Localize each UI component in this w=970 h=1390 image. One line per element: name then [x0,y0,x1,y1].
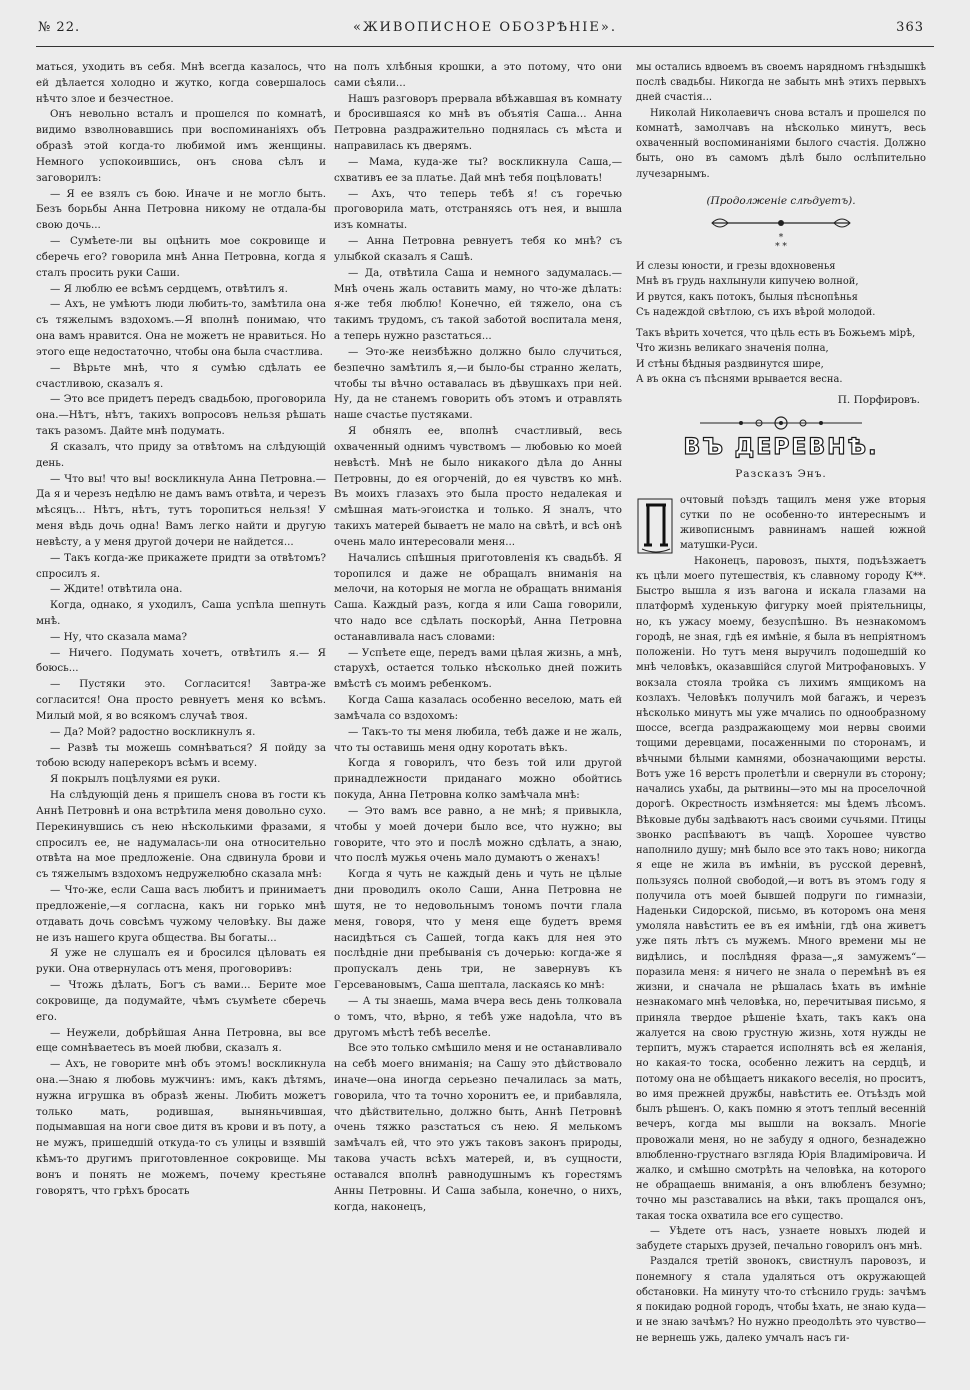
text-column-1 [36,60,326,1200]
paragraph: Начались спѣшныя приготовленія къ свадьбѣ. Я торопился и даже не обращалъ вниманія на мелочи, на которыя не могла не обращать вниманія Саша. Каждый разъ, когда я или Саша говорили, что надо все сдѣлать поскорѣй, Анна Петровна останавливала насъ словами: [334,551,622,643]
story-title: ВЪ ДЕРЕВНѢ. [683,435,879,461]
ornament-divider-icon [696,414,866,432]
poem-line: Что жизнь великаго значенія полна, [636,343,829,355]
paragraph: — Ахъ, не умѣютъ люди любить-то, замѣтила она съ тяжелымъ вздохомъ.—Я вполнѣ понимаю, что она вамъ нравится. Она не можетъ не нравиться. Но этого еще недостаточно, чтобы она была счастлива. [36,298,326,358]
paragraph: на полъ хлѣбныя крошки, а это потому, что они сами сѣяли... [334,61,622,89]
paragraph: — Сумѣете-ли вы оцѣнить мое сокровище и сберечь его? говорила мнѣ Анна Петровна, когда я сталъ просить руки Саши. [36,235,326,279]
paragraph: — Что вы! что вы! воскликнула Анна Петровна.—Да я и черезъ недѣлю не дамъ вамъ отвѣта, и черезъ мѣсяцъ... Нѣтъ, нѣтъ, тутъ торопиться нельзя! У меня вѣдь дочь одна! Вамъ легко найти и другую невѣсту, а у меня другой дочери не найдется... [36,472,326,548]
poem-stanza [636,326,926,387]
paragraph: Когда я говорилъ, что безъ той или другой принадлежности приданаго можно обойтись покуда, Анна Петровна колко замѣчала мнѣ: [334,757,622,802]
paragraph: — Ахъ, не говорите мнѣ объ этомъ! воскликнула она.—Знаю я любовь мужчинъ: имъ, какъ дѣтямъ, нужна игрушка въ образѣ жены. Любить можетъ только мать, родившая, выняньчившая, подымавшая на ноги свое дитя въ крови и въ поту, а не мужъ, пришедшій откуда-то съ улицы и взявшій кѣмъ-то другимъ приготовленное сокровище. Мы вонъ и понять не можемъ, почему крестьяне говорятъ, что грѣхъ бросать [36,1058,326,1197]
story-first-text: очтовый поѣздъ тащилъ меня уже вторыя сутки по не особенно-то интереснымъ и живописнымъ равнинамъ нашей южной матушки-Руси. [680,494,926,552]
ornament-divider-icon [706,215,856,231]
paragraph: — Неужели, добрѣйшая Анна Петровна, вы все еще сомнѣваетесь въ моей любви, сказалъ я. [36,1026,326,1055]
poem-line: И стѣны бѣдныя раздвинутся шире, [636,358,824,370]
paragraph: — Анна Петровна ревнуетъ тебя ко мнѣ? съ улыбкой сказалъ я Сашѣ. [334,235,622,263]
paragraph: — Ждите! отвѣтила она. [50,583,183,596]
poem-line: И слезы юности, и грезы вдохновенья [636,261,836,273]
continuation-note: (Продолженіе слѣдуетъ). [706,194,856,207]
asterism-icon: * * * [775,233,787,253]
paragraph: Онъ невольно всталъ и прошелся по комнатѣ, видимо взволновавшись при воспоминаніяхъ объ образѣ этой когда-то любимой имъ женщины. Немного успокоившись, онъ снова сѣлъ и заговорилъ: [36,108,326,184]
issue-number: № 22. [38,20,81,35]
paragraph: Я сказалъ, что приду за отвѣтомъ на слѣдующій день. [36,440,326,469]
story-subtitle: Разсказъ Энъ. [735,468,827,481]
paragraph: Я уже не слушалъ ея и бросился цѣловать ея руки. Она отвернулась отъ меня, проговоривъ: [36,947,326,976]
paragraph: Наконецъ, паровозъ, пыхтя, подъѣзжаетъ къ цѣли моего путешествія, къ славному городу К**. Быстро вышла я изъ вагона и искала глазами на платформѣ худенькую фигурку моей пріятельницы, но, къ ужасу моему, безуспѣшно. Въ незнакомомъ городѣ, не зная, гдѣ ея имѣніе, я была въ непріятномъ положеніи. Но тутъ меня выручилъ подошедшій ко мнѣ человѣкъ, оказавшійся слугой Митрофановыхъ. У вокзала стояла тройка съ лихимъ ямщикомъ на козлахъ. Человѣкъ получилъ мой багажъ, и черезъ нѣсколько минутъ мы уже мчались по однообразному шоссе, всегда раздражающему мои нервы своими тощими деревцами, посаженными по сторонамъ, и вѣчными бѣлыми камнями, обозначающими версты. Вотъ уже 16 верстъ пролетѣли и свернули въ сторону; начались ухабы, да рытвины—это мы на проселочной дорогѣ. Окрестность измѣняется: мы ѣдемъ лѣсомъ. Вѣковые дубы задѣваютъ насъ своими сучьями. Птицы звонко распѣваютъ въ чащѣ. Хорошее чувство наполнило душу; мнѣ было все это такъ ново; никогда я еще не жила въ имѣніи, въ русской деревнѣ, пользуясь полной свободой,—и вотъ въ этомъ году я получила отъ моей бывшей подруги по гимназіи, Наденьки Сидорской, письмо, въ которомъ она меня умоляла навѣстить ее въ ея имѣніи, гдѣ она живетъ уже пять лѣтъ съ мужемъ. Много времени мы не видѣлись, и послѣдняя фраза—„я замужемъ“—поразила меня: я ничего не знала о перемѣнѣ въ ея жизни, и сначала не рѣшалась ѣхать въ имѣніе незнакомаго мнѣ человѣка, но, перечитывая письмо, я приняла твердое рѣшеніе ѣхать, такъ какъ она жалуется на свою грустную жизнь, хотя нужды не терпитъ, мужъ старается исполнять всѣ ея желанія, но какая-то тоска, особенно лежитъ на сердцѣ, и потому она не обѣщаетъ никакого веселія, но проситъ, во имя прежней дружбы, навѣстить ее. Отъѣздъ мой былъ рѣшенъ. О, какъ помню я этотъ теплый весенній вечеръ, когда мы вышли на вокзалъ. Многіе провожали меня, но не забуду я одного, безнадежно влюбленно-грустнаго взгляда Юрія Владиміровича. И жалко, и смѣшно смотрѣть на человѣка, на которого не обращаешь вниманія, а онъ влюбленъ безумно; точно мы разставались на вѣки, такъ прощался онъ, такая тоска охватила все его существо. [636,555,926,1222]
paragraph: — Такъ-то ты меня любила, тебѣ даже и не жаль, что ты оставишь меня одну коротать вѣкъ. [334,725,622,754]
paragraph: Николай Николаевичъ снова всталъ и прошелся по комнатѣ, замолчавъ на нѣсколько минутъ, весь охваченный воспоминаніями былого счастія. Должно быть, оно въ самомъ дѣлѣ было ослѣпительно лучезарнымъ. [636,107,926,180]
paragraph: Когда, однако, я уходилъ, Саша успѣла шепнуть мнѣ. [36,599,326,627]
paragraph: — Это вамъ все равно, а не мнѣ; я привыкла, чтобы у моей дочери было все, что нужно; вы говорите, что это и послѣ можно сдѣлать, а знаю, что послѣ мужья очень мало думаютъ о женахъ! [334,804,622,865]
paragraph: — Уѣдете отъ насъ, узнаете новыхъ людей и забудете старыхъ друзей, печально говорилъ онъ мнѣ. [636,1225,926,1253]
paragraph: Нашъ разговоръ прервала вбѣжавшая въ комнату и бросившаяся ко мнѣ въ объятія Саша... Анна Петровна раздражительно поднялась съ мѣста и направилась къ дверямъ. [334,92,622,153]
paragraph: — Ну, что сказала мама? [50,630,187,643]
paragraph: — Я ее взялъ съ бою. Иначе и не могло быть. Безъ борьбы Анна Петровна никому не отдала-бы свою дочь... [36,187,326,232]
paragraph: — Успѣете еще, передъ вами цѣлая жизнь, а мнѣ, старухѣ, остается только нѣсколько дней пожить вмѣстѣ съ моимъ ребенкомъ. [334,646,622,691]
paragraph: — Я люблю ее всѣмъ сердцемъ, отвѣтилъ я. [50,282,288,295]
poem-stanza [636,259,926,320]
poem-author: П. Порфировъ. [837,393,920,406]
paragraph: — Чтожь дѣлать, Богъ съ вами... Берите мое сокровище, да подумайте, чѣмъ съумѣете сберечь его. [36,979,326,1023]
poem-line: Такъ вѣрить хочется, что цѣль есть въ Божьемъ мірѣ, [636,328,916,340]
paragraph: — Развѣ ты можешь сомнѣваться? Я пойду за тобою всюду наперекоръ всѣмъ и всему. [36,741,326,770]
paragraph: — Ничего. Подумать хочетъ, отвѣтилъ я.— Я боюсь... [36,646,326,675]
poem-line: А въ окна съ пѣснями врывается весна. [636,373,843,385]
paragraph: мы остались вдвоемъ въ своемъ нарядномъ гнѣздышкѣ послѣ свадьбы. Никогда не забыть мнѣ этихъ первыхъ дней счастія... [636,62,926,104]
paragraph: Я покрылъ поцѣлуями ея руки. [50,773,221,786]
paragraph: Раздался третій звонокъ, свистнулъ паровозъ, и понемногу я стала удаляться отъ окружающей обстановки. На минуту что-то стѣснило грудь: зачѣмъ я покидаю родной городъ, чтобы ѣхать, не знаю куда—и не знаю зачѣмъ? Но нужно преодолѣть это чувство—не вернешь ужь, далеко умчалъ насъ ги- [636,1256,926,1344]
paragraph: На слѣдующій день я пришелъ снова въ гости къ Аннѣ Петровнѣ и она встрѣтила меня довольно сухо. Перекинувшись съ нею нѣсколькими фразами, я спросилъ ее, не надумалась-ли она относительно отвѣта на мое предложеніе. Она сдвинула брови и съ тяжелымъ вздохомъ недружелюбно сказала мнѣ: [36,789,326,881]
story-opening [636,493,926,554]
magazine-title: «ЖИВОПИСНОЕ ОБОЗРѢНІЕ». [352,20,617,35]
paragraph: маться, уходить въ себя. Мнѣ всегда казалось, что ей дѣлается холодно и жутко, когда совершалось нѣчто злое и безчестное. [36,61,326,105]
text-column-3 [636,60,926,1346]
paragraph: Когда Саша казалась особенно веселою, мать ей замѣчала со вздохомъ: [334,694,622,722]
drop-cap-letter-p-icon [636,495,676,557]
paragraph: — Такъ когда-же прикажете придти за отвѣтомъ? спросилъ я. [36,551,326,580]
paragraph: — Пустяки это. Согласится! Завтра-же согласится! Она просто ревнуетъ меня ко всѣмъ. Милый мой, я во всякомъ случаѣ твоя. [36,678,326,722]
paragraph: Когда я чуть не каждый день и чуть не цѣлые дни проводилъ около Саши, Анна Петровна не шутя, не то недовольнымъ тономъ почти глала меня, говоря, что у меня еще будетъ время насидѣться съ Сашей, тогда какъ для нея это послѣдніе дни пребыванія съ дочерью: когда-же я пропускалъ день три, не завернувъ къ Герсевановымъ, Саша шептала, ласкаясь ко мнѣ: [334,868,622,992]
header-rule [36,46,934,47]
paragraph: — Это-же неизбѣжно должно было случиться, безпечно замѣтилъ я,—и было-бы странно желать, чтобы ты вѣчно оставалась въ дѣвушкахъ при ней. Ну, да не станемъ говорить объ этомъ и отравлять наше счастье пустяками. [334,345,622,422]
paragraph: — Мама, куда-же ты? воскликнула Саша,— схвативъ ее за платье. Дай мнѣ тебя поцѣловать! [334,155,622,184]
page-number: 363 [896,20,924,35]
poem-line: Мнѣ въ грудь нахлынули кипучею волной, [636,276,859,288]
paragraph: — А ты знаешь, мама вчера весь день толковала о томъ, что, вѣрно, я тебѣ уже надоѣла, что въ другомъ мѣстѣ тебѣ веселѣе. [334,994,622,1039]
paragraph: — Ахъ, что теперь тебѣ я! съ горечью проговорила мать, отстраняясь отъ нея, и вышла изъ комнаты. [334,187,622,232]
paragraph: Все это только смѣшило меня и не останавливало на себѣ моего вниманія; на Сашу это дѣйствовало иначе—она иногда серьезно печалилась за мать, говорила, что та точно хоронитъ ее, и прибавляла, что дѣйствительно, должно быть, Аннѣ Петровнѣ очень тяжко разстаться съ нею. Я мелькомъ замѣчалъ ей, что это ужъ таковъ законъ природы, такова участь всѣхъ матерей, и, въ сущности, оставался вполнѣ равнодушнымъ къ горестямъ Анны Петровны. И Саша забыла, конечно, о нихъ, когда, наконецъ, [334,1042,622,1213]
paragraph: Я обнялъ ее, вполнѣ счастливый, весь охваченный однимъ чувствомъ — любовью ко моей невѣстѣ. Мнѣ не было никакого дѣла до Анны Петровны, до ея огорченій, до ея чувствъ ко мнѣ. Въ моихъ глазахъ это была просто недалекая и смѣшная мать-эгоистка и только. Я зналъ, что такихъ матерей бываетъ не мало на свѣтѣ, и всѣ онѣ очень мало интересовали меня... [334,425,622,548]
paragraph: — Это все придетъ передъ свадьбою, проговорила она.—Нѣтъ, нѣтъ, такихъ вопросовъ нельзя рѣшать такъ разомъ. Дайте мнѣ подумать. [36,393,326,438]
paragraph: — Вѣрьте мнѣ, что я сумѣю сдѣлать ее счастливою, сказалъ я. [36,361,326,390]
paragraph: — Что-же, если Саша васъ любитъ и принимаетъ предложеніе,—я согласна, какъ ни горько мнѣ отдавать дочь совсѣмъ чужому человѣку. Вы даже не изъ нашего круга общества. Вы богаты... [36,884,326,944]
poem-line: Съ надеждой свѣтлою, съ ихъ вѣрой молодой. [636,306,876,318]
text-column-2 [334,60,622,1215]
poem-line: И рвутся, какъ потокъ, былыя пѣснопѣнья [636,291,858,303]
paragraph: — Да? Мой? радостно воскликнулъ я. [50,725,256,738]
paragraph: — Да, отвѣтила Саша и немного задумалась.— Мнѣ очень жаль оставить маму, но что-же дѣлать: я-же тебя люблю! Конечно, ей тяжело, она съ такимъ трудомъ, съ такой заботой воспитала меня, а теперь нужно разстаться... [334,266,622,343]
